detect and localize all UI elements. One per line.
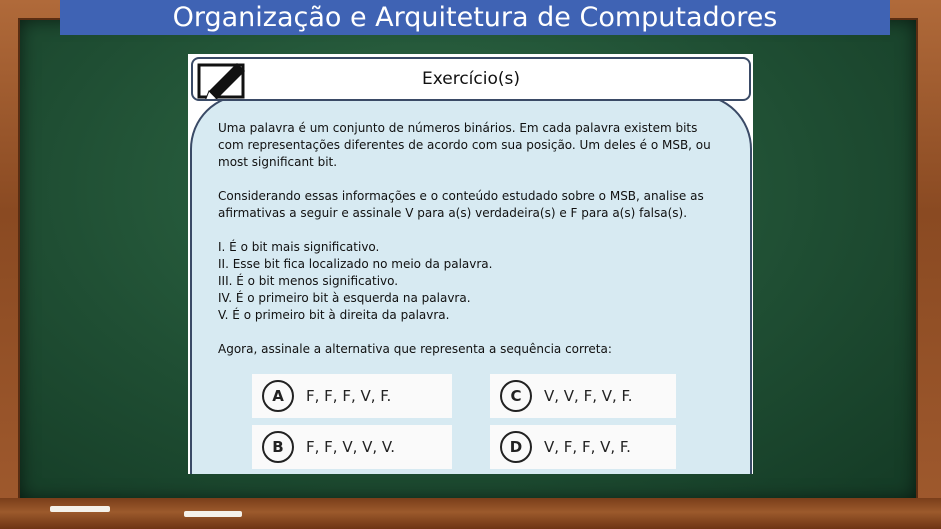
exercise-heading: Exercício(s) [421, 69, 520, 89]
paragraph: Considerando essas informações e o conteúdo estudado sobre o MSB, analise as afirmativas a seguir e assinale V para a(s) verdadeira(s) e F para a(s) falsa(s). [218, 189, 704, 220]
question-text [218, 120, 718, 358]
statement: V. É o primeiro bit à direita da palavra. [218, 308, 450, 322]
option-a[interactable] [252, 374, 452, 418]
option-c[interactable] [490, 374, 676, 418]
option-text: V, F, F, V, F. [544, 438, 631, 456]
statement: II. Esse bit fica localizado no meio da palavra. [218, 257, 493, 271]
option-b[interactable] [252, 425, 452, 469]
option-text: V, V, F, V, F. [544, 387, 633, 405]
chalk-tray [0, 498, 941, 529]
option-d[interactable] [490, 425, 676, 469]
prompt: Agora, assinale a alternativa que representa a sequência correta: [218, 342, 612, 356]
chalk-piece [50, 506, 110, 512]
option-letter: A [262, 380, 294, 412]
exercise-panel [188, 54, 753, 474]
option-letter: D [500, 431, 532, 463]
statement: I. É o bit mais significativo. [218, 240, 380, 254]
paragraph: Uma palavra é um conjunto de números binários. Em cada palavra existem bits com representações diferentes de acordo com sua posição. Um deles é o MSB, ou most significant bit. [218, 121, 711, 169]
option-letter: C [500, 380, 532, 412]
chalk-piece [184, 511, 242, 517]
exercise-header [191, 57, 751, 101]
statement: III. É o bit menos significativo. [218, 274, 399, 288]
option-text: F, F, V, V, V. [306, 438, 396, 456]
slide-title: Organização e Arquitetura de Computadores [60, 0, 890, 35]
option-text: F, F, F, V, F. [306, 387, 392, 405]
statement: IV. É o primeiro bit à esquerda na palavra. [218, 291, 471, 305]
option-letter: B [262, 431, 294, 463]
